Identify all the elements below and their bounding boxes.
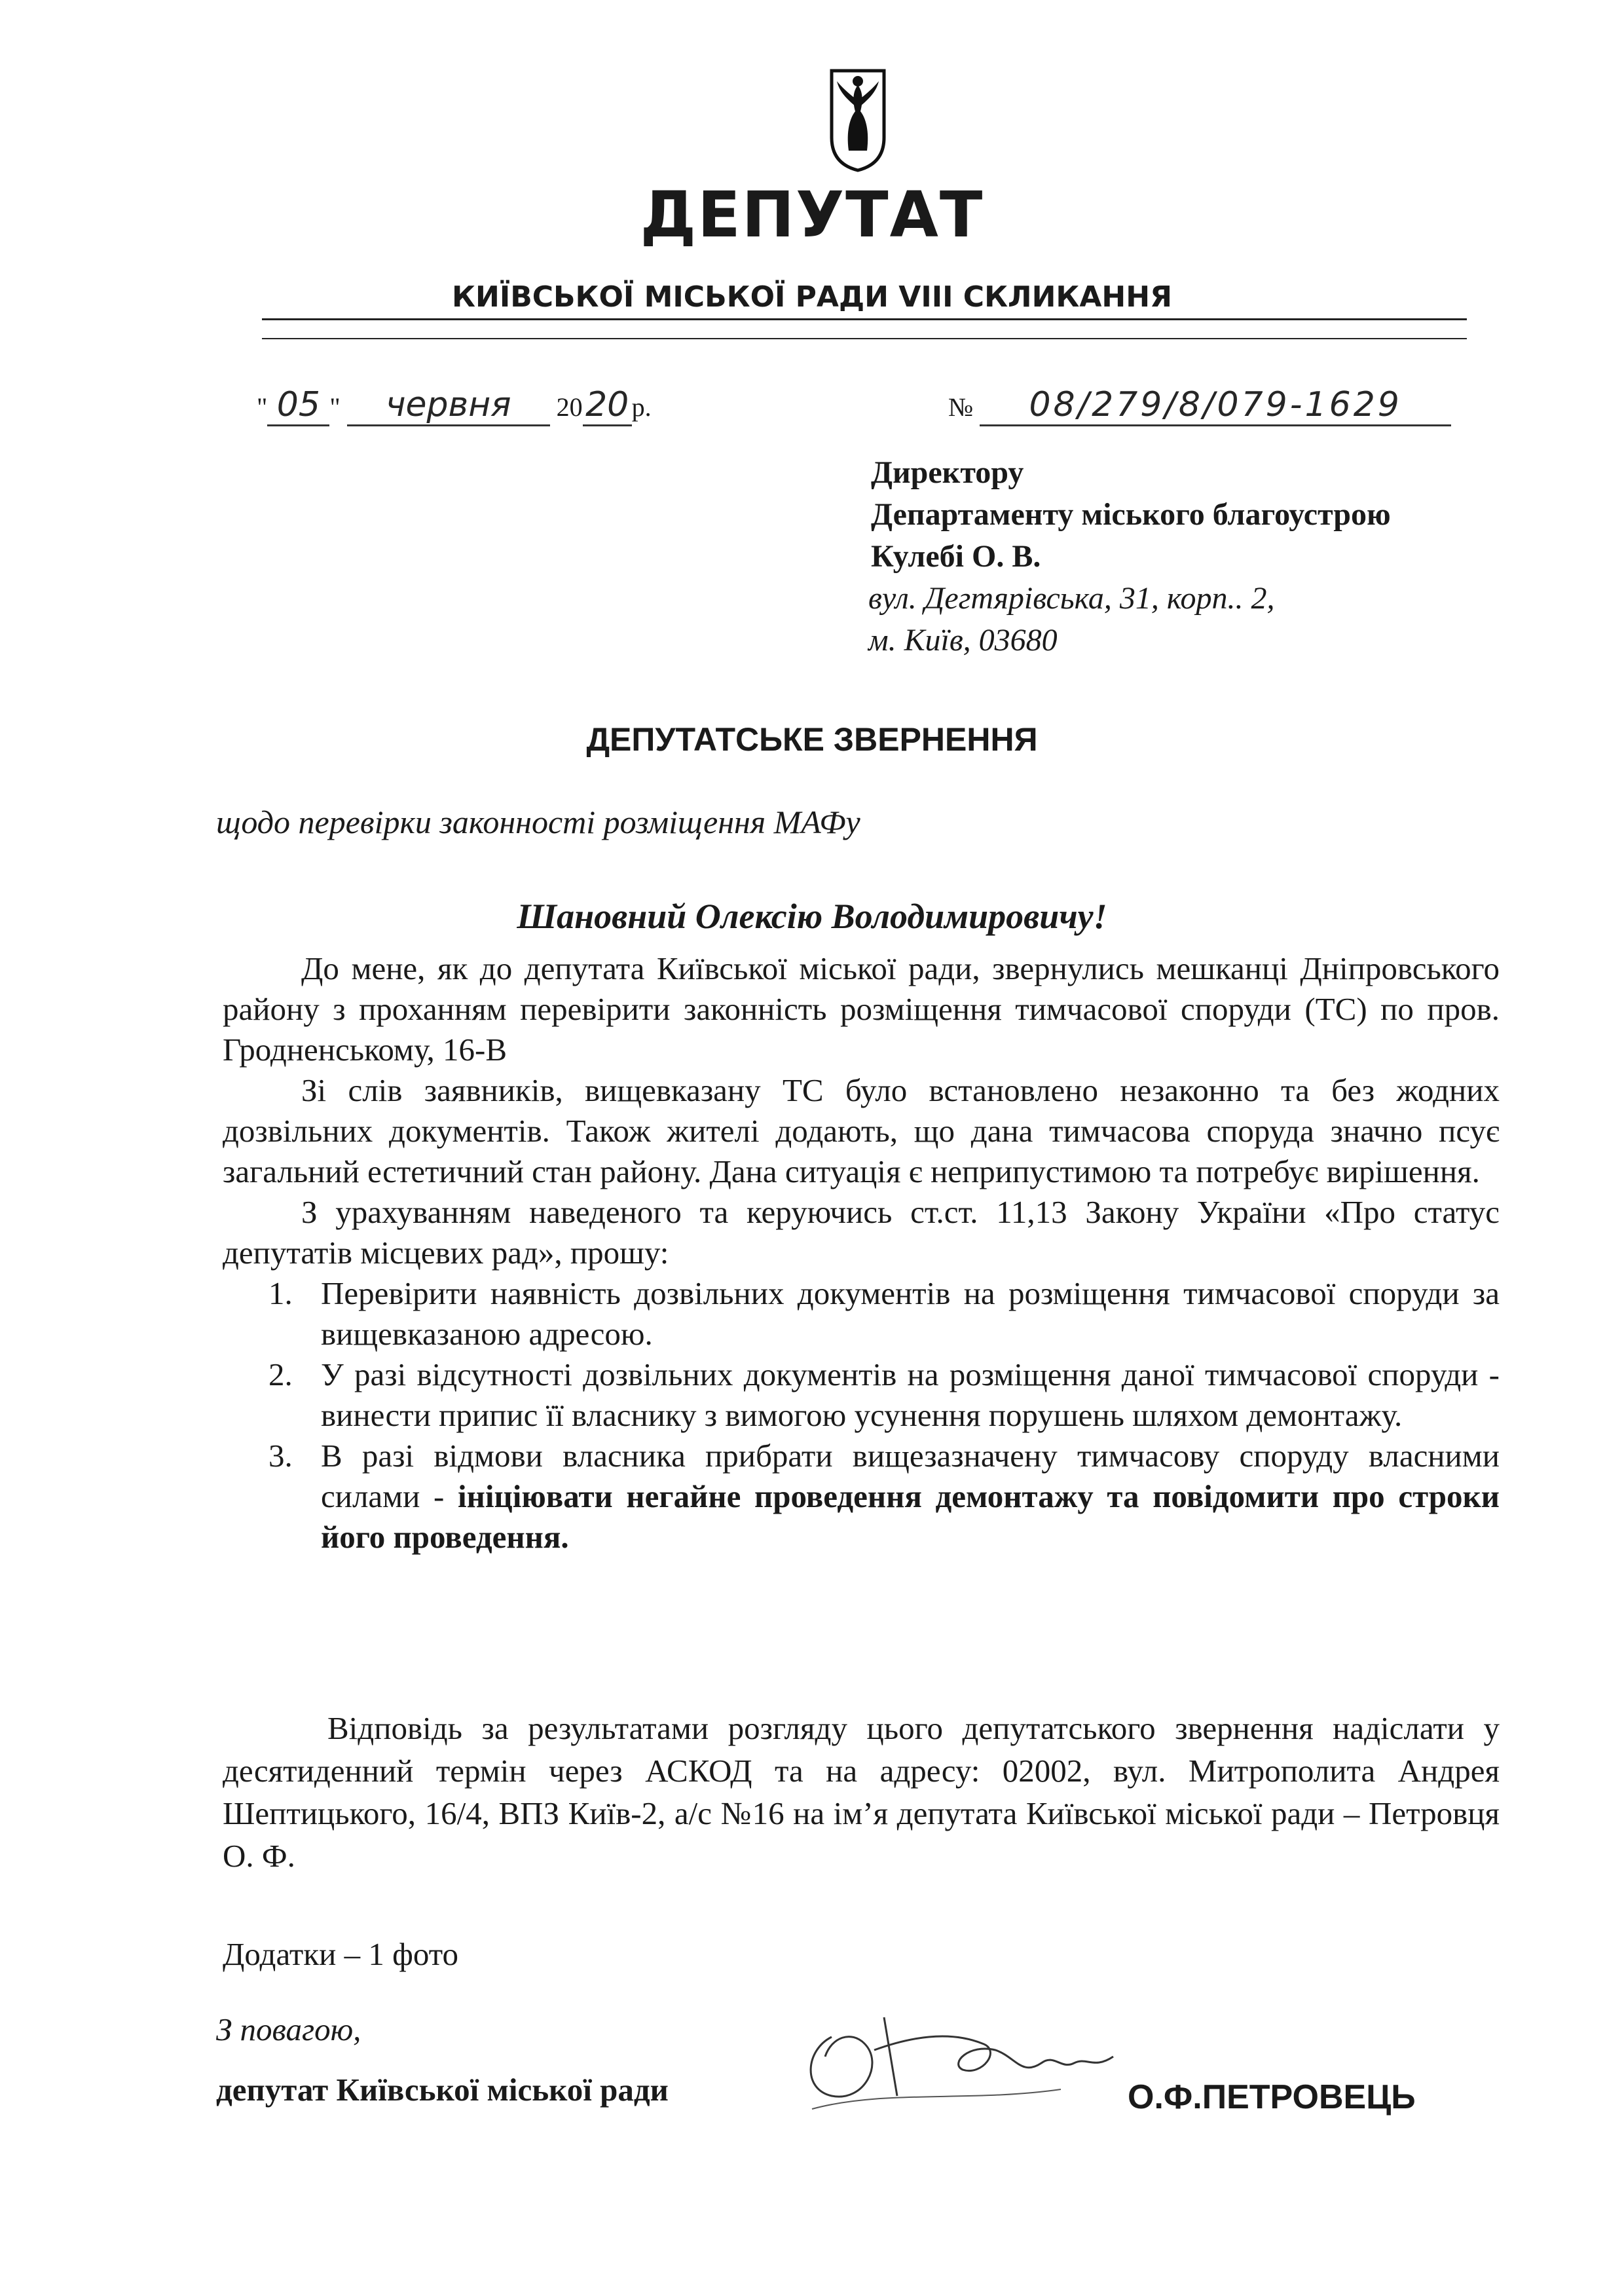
recipient-block [868,452,1391,662]
date-year-prefix: 20 [556,392,583,422]
list-item-bold-text: ініціювати негайне проведення демонтажу та повідомити про строки його проведення. [321,1478,1500,1555]
kyiv-coat-of-arms-icon [826,65,889,173]
list-item-number: 1. [268,1275,293,1311]
signatory-name: О.Ф.ПЕТРОВЕЦЬ [1128,2078,1416,2116]
list-item-number: 3. [268,1438,293,1474]
list-item-text: В разі відмови власника прибрати вищезазначену тимчасову споруду власними силами - [321,1438,1500,1514]
recipient-street: вул. Дегтярівська, 31, корп.. 2, [868,581,1275,616]
list-item [223,1436,1500,1558]
date-day: 05 [267,385,329,426]
attachments-note: Додатки – 1 фото [223,1936,458,1972]
date-year-unit: р. [631,392,652,422]
body-paragraph-1: До мене, як до депутата Київської міської ради, звернулись мешканці Дніпровського району з проханням перевірити законність розміщення тимчасової споруди (ТС) по пров. Гродненському, 16-В [223,950,1500,1068]
recipient-department: Департаменту міського благоустрою [871,497,1391,532]
letterhead-subtitle: КИЇВСЬКОЇ МІСЬКОЇ РАДИ VIII СКЛИКАННЯ [452,280,1172,314]
handwritten-signature [786,1991,1153,2129]
number-value: 08/279/8/079-1629 [980,385,1451,426]
list-item-text: У разі відсутності дозвільних документів на розміщення даної тимчасової споруди - винести припис її власнику з вимогою усунення порушень шляхом демонтажу. [321,1356,1500,1433]
closing-regards: З повагою, [216,2011,361,2047]
letterhead-divider-secondary [262,338,1467,339]
list-item-number: 2. [268,1356,293,1392]
list-item [223,1354,1500,1436]
date-year-suffix: 20 [583,385,632,426]
letterhead-divider [262,318,1467,320]
salutation: Шановний Олексію Володимировичу! [517,897,1107,936]
number-label: № [948,392,974,422]
recipient-position: Директору [871,455,1024,490]
body-paragraph-3: З урахуванням наведеного та керуючись ст.ст. 11,13 Закону України «Про статус депутатів місцевих рад», прошу: [223,1194,1500,1271]
reply-instructions [223,1707,1500,1877]
recipient-city: м. Київ, 03680 [868,623,1058,658]
list-item [223,1273,1500,1354]
registration-number [948,385,1451,426]
list-item-text: Перевірити наявність дозвільних документів на розміщення тимчасової споруди за вищевказаною адресою. [321,1275,1500,1352]
recipient-name: Кулебі О. В. [871,539,1041,574]
date-month: червня [347,385,550,426]
document-date: " 05 " червня 2020 р. [257,385,652,426]
letterhead-title: ДЕПУТАТ [640,178,984,252]
reply-paragraph: Відповідь за результатами розгляду цього депутатського звернення надіслати у десятиденний термін через АСКОД та на адресу: 02002, вул. Митрополита Андрея Шептицького, 16/4, ВПЗ Київ-2, а/с №16 на ім’я депутата Київської міської ради – Петровця О. Ф. [223,1710,1500,1874]
letter-body [223,948,1500,1558]
request-list [223,1273,1500,1558]
body-paragraph-2: Зі слів заявників, вищевказану ТС було встановлено незаконно та без жодних дозвільних документів. Також жителі додають, що дана тимчасова споруда значно псує загальний естетичний стан району. Дана ситуація є неприпустимою та потребує вирішення. [223,1072,1500,1189]
document-title: ДЕПУТАТСЬКЕ ЗВЕРНЕННЯ [586,721,1038,758]
document-subject: щодо перевірки законності розміщення МАФу [216,804,860,840]
signatory-position: депутат Київської міської ради [216,2072,669,2108]
